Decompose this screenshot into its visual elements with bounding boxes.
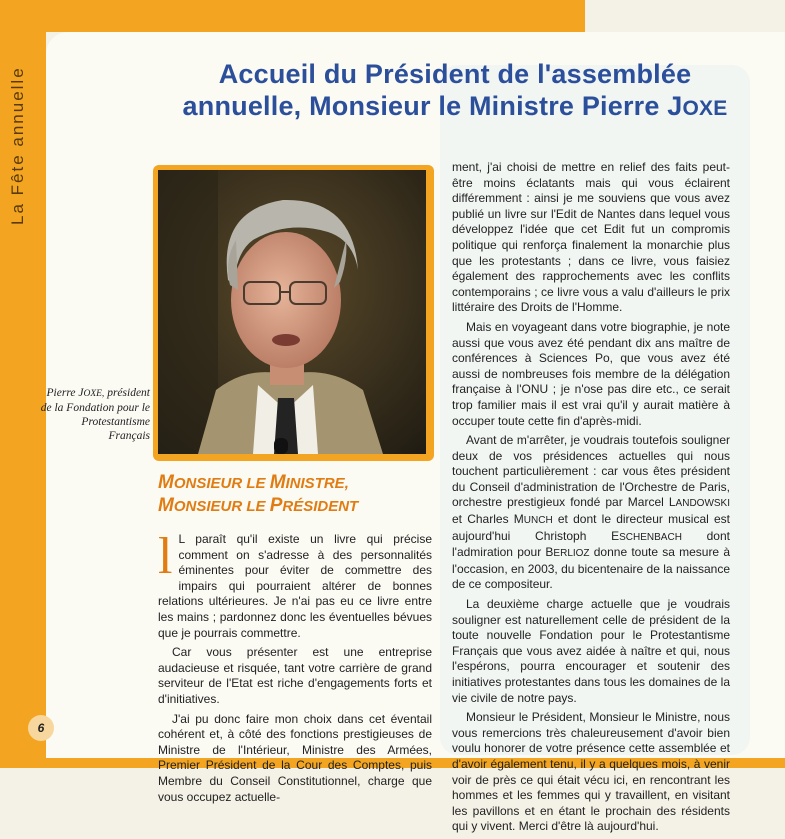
drop-cap: l [158,528,173,585]
subheading-line-2: MONSIEUR LE PRÉSIDENT [158,495,359,516]
right-text-column [452,160,730,839]
paragraph: Car vous présenter est une entreprise audacieuse et risquée, tant votre carrière de grand serviteur de l'Etat est riche d'engagements forts et d'initiatives. [158,645,432,706]
section-label: La Fête annuelle [8,66,27,225]
title-line-1: Accueil du Président de l'assemblée [218,59,692,89]
paragraph: ment, j'ai choisi de mettre en relief des faits peut-être moins éclatants mais qui vous éclairent différemment : ainsi je me souviens que vous avez publié un livre sur l'Edit de Nantes dans lequel vous développez l'idée que cet Edit fut un compromis politique qui renforça finalement la monarchie plus que les protestants ; dans ce livre, vous faisiez également des rapprochements avec les conflits contemporains ; ce livre vous a valu d'ailleurs le prix littéraire des Droits de l'Homme. [452,160,730,315]
page-title [155,58,755,125]
paragraph: Avant de m'arrêter, je voudrais toutefois souligner deux de vos présidences actuelles qui nous touchent particulièrement : car vous êtes président du Conseil d'administration de l'Orchestre de Paris, orchestre prestigieux fondé par Marcel LANDOWSKI et Charles MUNCH et dont le directeur musical est aujourd'hui Christoph ESCHENBACH dont l'admiration pour BERLIOZ donne toute sa mesure à l'occasion, en 2003, du bicentenaire de la naissance de ce compositeur. [452,433,730,592]
paragraph: Mais en voyageant dans votre biographie, je note aussi que vous avez été pendant dix ans maître de conférences à Sciences Po, que vous avez été aussi de nombreuses fois membre de la délégation française à l'ONU ; je n'ose pas dire etc., ce serait trop familier mais il est vrai qu'il y aurait matière à occuper toute cette fin d'après-midi. [452,319,730,428]
portrait-photo [158,170,426,454]
paragraph: l L paraît qu'il existe un livre qui précise comment on s'adresse à des personnalités éminentes pour éviter de commettre des impairs qui pourraient altérer de bonnes relations ultérieures. Je n'ai pas eu ce livre entre les mains ; pardonnez donc les éventuelles bévues que je pourrais commettre. [158,528,432,640]
left-text-column [158,528,432,809]
top-orange-band [0,0,585,32]
paragraph: La deuxième charge actuelle que je voudrais souligner est naturellement celle de président de la toute nouvelle Fondation pour le Protestantisme Français que vous avez aidée à naître et qui, nous l'espérons, pourra encourager et soutenir des initiatives protestantes dans tous les domaines de la vie civile de notre pays. [452,597,730,705]
subheading [158,472,428,518]
paragraph: J'ai pu donc faire mon choix dans cet éventail cohérent et, à côté des fonctions prestigieuses de Ministre de l'Intérieur, Ministre des Armées, Premier Président de la Cour des Comptes, puis Membre du Conseil Constitutionnel, charge que vous occupez actuelle- [158,711,432,804]
title-line-2: annuelle, Monsieur le Ministre Pierre JOXE [182,91,728,121]
paragraph: Monsieur le Président, Monsieur le Ministre, nous vous remercions très chaleureusement d'avoir bien voulu honorer de votre présence cette assemblée et d'avoir également tenu, il y a quelques mois, à venir voir de près ce qui était vécu ici, en rencontrant les hommes et les femmes qui y travaillent, en visitant les pavillons et en étant le prochain des résidents qui y vivent. Merci d'être là aujourd'hui. [452,710,730,834]
page-number: 6 [28,715,54,741]
photo-caption: Pierre JOXE, président de la Fondation pour le Protestantisme Français [40,387,150,442]
subheading-line-1: MONSIEUR LE MINISTRE, [158,472,349,493]
